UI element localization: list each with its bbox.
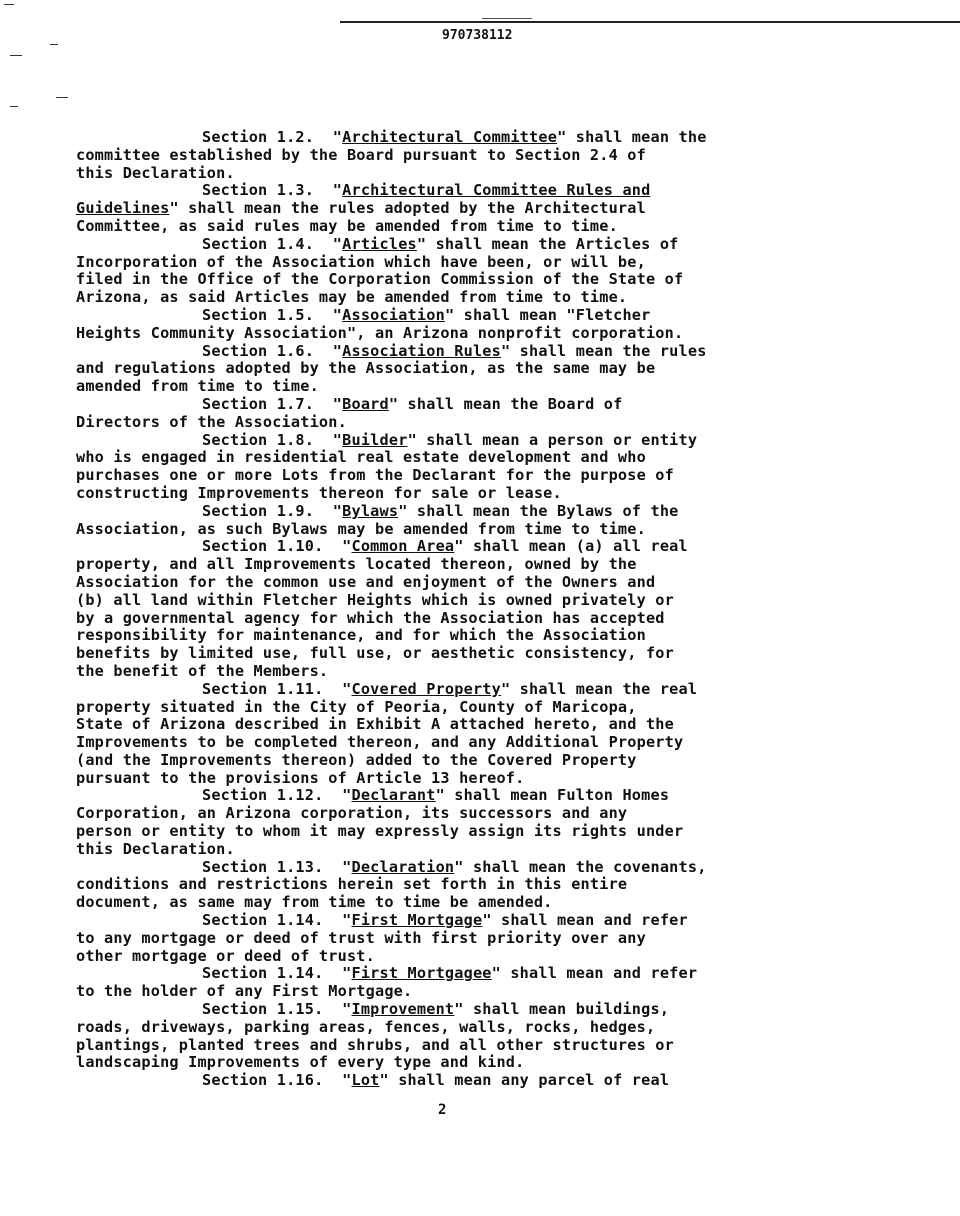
line-text: document, as same may from time to time be amended. [76,893,553,912]
text-line [76,699,836,717]
scan-artifact-line [482,18,532,19]
line-text: Improvements to be completed thereon, and any Additional Property [76,733,684,752]
text-line [76,485,836,503]
section-line [76,503,836,521]
page-number: 2 [438,1102,447,1118]
line-text: to the holder of any First Mortgage. [76,982,413,1001]
scan-speck [56,97,68,98]
text-line [76,1054,836,1072]
line-text: Section 1.6. " [202,341,343,360]
section-line [76,396,836,414]
text-line [76,983,836,1001]
line-text: Section 1.13. " [202,857,352,876]
line-text: Section 1.3. " [202,181,343,200]
line-text: Committee, as said rules may be amended from time to time. [76,216,618,235]
line-text: " shall mean "Fletcher [444,305,651,324]
text-line [76,467,836,485]
text-line [76,823,836,841]
document-body [76,129,836,1090]
line-text: who is engaged in residential real estate development and who [76,448,646,467]
defined-term: Builder [342,430,408,449]
line-text: " shall mean the covenants, [454,857,707,876]
line-text: Arizona, as said Articles may be amended from time to time. [76,288,628,307]
text-line [76,770,836,788]
line-text: benefits by limited use, full use, or aesthetic consistency, for [76,644,674,663]
text-line [76,1019,836,1037]
line-text: " shall mean the [557,128,707,146]
text-line [76,254,836,272]
line-text: to any mortgage or deed of trust with first priority over any [76,928,646,947]
defined-term: Architectural Committee [342,128,558,146]
section-line [76,859,836,877]
defined-term: Association [342,305,445,324]
defined-term: Lot [351,1071,380,1090]
text-line [76,289,836,307]
text-line [76,610,836,628]
line-text: " shall mean the rules [501,341,707,360]
text-line [76,663,836,681]
section-line [76,182,836,200]
defined-term: First Mortgagee [351,964,492,983]
line-text: purchases one or more Lots from the Declarant for the purpose of [76,466,674,485]
line-text: " shall mean any parcel of real [379,1071,670,1090]
defined-term: Declaration [351,857,455,876]
line-text: property, and all Improvements located thereon, owned by the [76,555,637,574]
text-line [76,378,836,396]
text-line [76,556,836,574]
line-text: committee established by the Board pursuant to Section 2.4 of [76,145,646,164]
defined-term: Covered Property [351,679,501,698]
line-text: Corporation, an Arizona corporation, its successors and any [76,804,628,823]
scan-speck [4,4,14,5]
defined-term: Architectural Committee Rules and [342,181,651,200]
line-text: person or entity to whom it may expressly assign its rights under [76,822,684,841]
text-line [76,200,836,218]
line-text: Directors of the Association. [76,412,347,431]
line-text: and regulations adopted by the Association, as the same may be [76,359,656,378]
line-text: the benefit of the Members. [76,661,329,680]
line-text: " shall mean and refer [491,964,698,983]
section-line [76,432,836,450]
line-text: " shall mean the Board of [388,394,623,413]
line-text: Association for the common use and enjoyment of the Owners and [76,572,656,591]
line-text: Section 1.7. " [202,394,343,413]
section-line [76,1072,836,1090]
line-text: " shall mean the rules adopted by the Architectural [169,199,646,218]
line-text: roads, driveways, parking areas, fences, walls, rocks, hedges, [76,1017,656,1036]
line-text: plantings, planted trees and shrubs, and all other structures or [76,1035,674,1054]
section-line [76,307,836,325]
line-text: Heights Community Association", an Arizona nonprofit corporation. [76,323,684,342]
defined-term: Declarant [351,786,436,805]
line-text: Section 1.14. " [202,911,352,930]
line-text: amended from time to time. [76,377,319,396]
line-text: Section 1.8. " [202,430,343,449]
line-text: Section 1.11. " [202,679,352,698]
section-line [76,912,836,930]
line-text: " shall mean and refer [482,911,688,930]
line-text: filed in the Office of the Corporation Commission of the State of [76,270,684,289]
text-line [76,147,836,165]
line-text: constructing Improvements thereon for sale or lease. [76,483,562,502]
section-line [76,343,836,361]
line-text: (and the Improvements thereon) added to the Covered Property [76,750,637,769]
line-text: pursuant to the provisions of Article 13 hereof. [76,768,525,787]
line-text: Section 1.16. " [202,1071,352,1090]
line-text: landscaping Improvements of every type and kind. [76,1053,525,1072]
text-line [76,218,836,236]
section-line [76,538,836,556]
line-text: Section 1.10. " [202,537,352,556]
line-text: " shall mean Fulton Homes [435,786,670,805]
line-text: responsibility for maintenance, and for which the Association [76,626,646,645]
text-line [76,574,836,592]
text-line [76,271,836,289]
line-text: (b) all land within Fletcher Heights which is owned privately or [76,590,674,609]
text-line [76,592,836,610]
line-text: this Declaration. [76,839,235,858]
line-text: State of Arizona described in Exhibit A attached hereto, and the [76,715,674,734]
defined-term: Articles [342,234,417,253]
document-number: 970738112 [442,28,513,43]
text-line [76,734,836,752]
line-text: " shall mean a person or entity [407,430,698,449]
line-text: " shall mean the real [501,679,698,698]
line-text: Section 1.2. " [202,128,343,146]
section-line [76,129,836,147]
line-text: " shall mean the Bylaws of the [398,501,679,520]
scan-speck [50,44,58,45]
section-line [76,681,836,699]
scan-speck [10,55,22,56]
defined-term: First Mortgage [351,911,483,930]
text-line [76,752,836,770]
text-line [76,325,836,343]
line-text: this Declaration. [76,163,235,182]
defined-term: Bylaws [342,501,399,520]
line-text: Association, as such Bylaws may be amended from time to time. [76,519,646,538]
line-text: " shall mean the Articles of [416,234,679,253]
line-text: Section 1.5. " [202,305,343,324]
text-line [76,414,836,432]
section-line [76,787,836,805]
section-line [76,1001,836,1019]
line-text: property situated in the City of Peoria, County of Maricopa, [76,697,637,716]
text-line [76,360,836,378]
defined-term: Improvement [351,1000,455,1019]
text-line [76,948,836,966]
text-line [76,841,836,859]
text-line [76,894,836,912]
line-text: Incorporation of the Association which have been, or will be, [76,252,646,271]
text-line [76,930,836,948]
defined-term: Guidelines [76,199,170,218]
defined-term: Association Rules [342,341,501,360]
text-line [76,645,836,663]
line-text: conditions and restrictions herein set forth in this entire [76,875,628,894]
line-text: Section 1.15. " [202,1000,352,1019]
defined-term: Board [342,394,389,413]
text-line [76,805,836,823]
line-text: Section 1.12. " [202,786,352,805]
header-rule [340,21,960,23]
text-line [76,1037,836,1055]
line-text: Section 1.9. " [202,501,343,520]
section-line [76,236,836,254]
section-line [76,965,836,983]
line-text: " shall mean buildings, [454,1000,670,1019]
line-text: " shall mean (a) all real [454,537,688,556]
line-text: other mortgage or deed of trust. [76,946,375,965]
text-line [76,521,836,539]
text-line [76,449,836,467]
line-text: by a governmental agency for which the Association has accepted [76,608,665,627]
scan-speck [10,106,18,107]
line-text: Section 1.14. " [202,964,352,983]
text-line [76,165,836,183]
text-line [76,627,836,645]
defined-term: Common Area [351,537,455,556]
text-line [76,716,836,734]
line-text: Section 1.4. " [202,234,343,253]
text-line [76,876,836,894]
